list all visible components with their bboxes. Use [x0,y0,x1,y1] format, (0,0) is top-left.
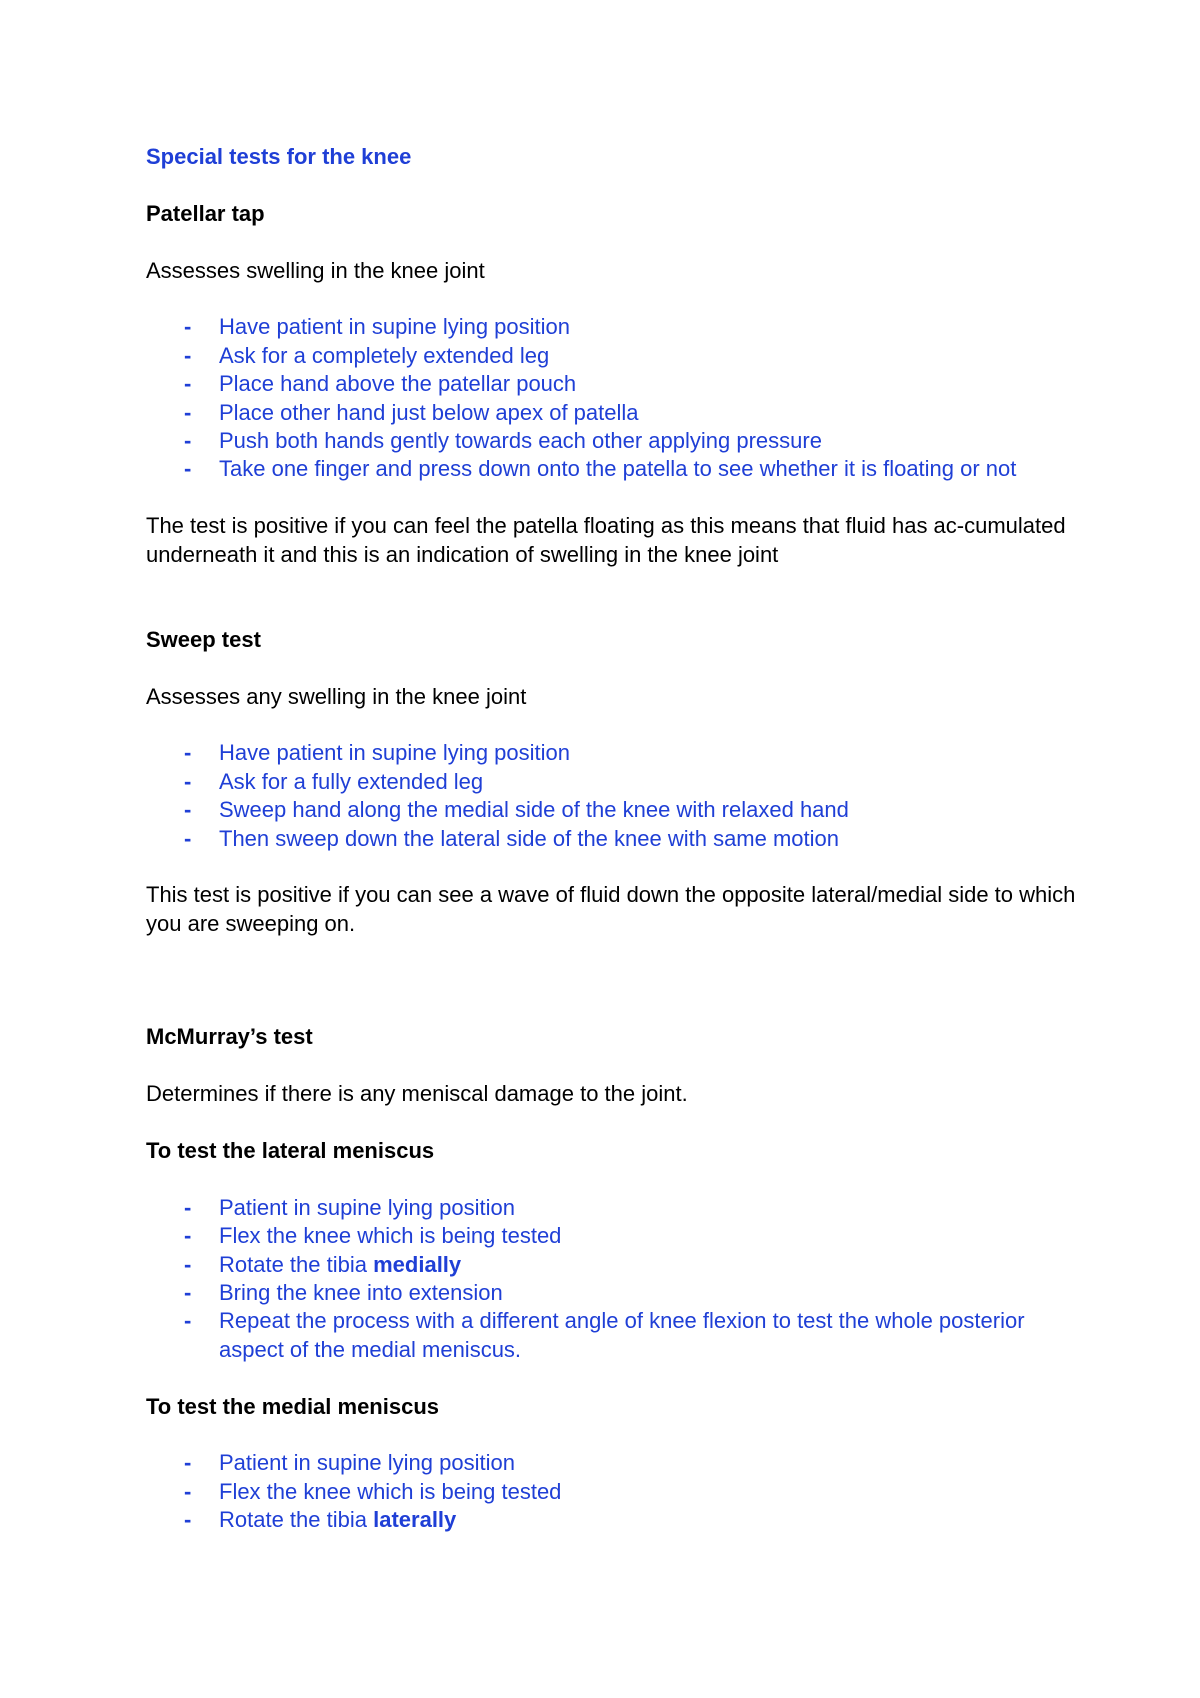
patellar-tap-heading: Patellar tap [146,200,265,226]
list-item: - Flex the knee which is being tested [146,1222,1076,1250]
bullet-dash: - [184,342,192,368]
list-item: - Flex the knee which is being tested [146,1478,1076,1506]
list-item: - Patient in supine lying position [146,1449,1076,1477]
emphasis-medially: medially [373,1251,462,1277]
mcmurray-heading: McMurray’s test [146,1024,313,1050]
sweep-test-heading: Sweep test [146,626,261,652]
bullet-dash: - [184,825,192,851]
medial-meniscus-steps [146,1449,1076,1534]
document-page [146,143,1076,1563]
list-item: - Then sweep down the lateral side of the knee with same motion [146,825,1076,853]
sweep-test-intro: Assesses any swelling in the knee joint [146,683,527,709]
list-item: - Have patient in supine lying position [146,313,1076,341]
bullet-dash: - [184,740,192,766]
emphasis-laterally: laterally [373,1507,457,1533]
document-title: Special tests for the knee [146,144,412,169]
bullet-dash: - [184,456,192,482]
list-item: - Sweep hand along the medial side of the knee with relaxed hand [146,796,1076,824]
list-item: - Have patient in supine lying position [146,739,1076,767]
spacer [146,597,1076,625]
bullet-dash: - [184,1280,192,1306]
bullet-dash: - [184,428,192,454]
bullet-dash: - [184,768,192,794]
list-item: - Rotate the tibia medially [146,1251,1076,1279]
bullet-dash: - [184,399,192,425]
mcmurray-intro: Determines if there is any meniscal damage to the joint. [146,1081,688,1107]
medial-meniscus-heading: To test the medial meniscus [146,1393,440,1419]
list-item: - Push both hands gently towards each other applying pressure [146,427,1076,455]
patellar-tap-steps [146,313,1076,483]
bullet-dash: - [184,1194,192,1220]
list-item: - Repeat the process with a different angle of knee flexion to test the whole posterior aspect of the medial meniscus. [184,1308,1025,1362]
list-item: - Bring the knee into extension [146,1279,1076,1307]
sweep-test-steps [146,739,1076,853]
list-item: - Take one finger and press down onto the patella to see whether it is floating or not [146,455,1076,483]
bullet-dash: - [184,371,192,397]
bullet-dash: - [184,797,192,823]
patellar-tap-intro: Assesses swelling in the knee joint [146,257,485,283]
bullet-dash: - [184,1507,192,1533]
bullet-dash: - [184,1251,192,1277]
list-item: - Place hand above the patellar pouch [146,370,1076,398]
lateral-meniscus-heading: To test the lateral meniscus [146,1138,435,1164]
list-item: - Rotate the tibia laterally [146,1506,1076,1534]
list-item: - Patient in supine lying position [146,1194,1076,1222]
list-item: - Ask for a completely extended leg [146,342,1076,370]
bullet-dash: - [184,1223,192,1249]
sweep-test-conclusion: This test is positive if you can see a wave of fluid down the opposite lateral/medial side to which you are sweeping on. [146,882,1076,936]
bullet-dash: - [184,1478,192,1504]
list-item: - Place other hand just below apex of patella [146,399,1076,427]
list-item: - Ask for a fully extended leg [146,768,1076,796]
bullet-dash: - [184,1450,192,1476]
lateral-meniscus-steps [146,1194,1076,1364]
bullet-dash: - [184,314,192,340]
spacer [146,967,1076,1024]
patellar-tap-conclusion: The test is positive if you can feel the patella floating as this means that fluid has ac-cumulated underneath it and this is an indication of swelling in the knee joint [146,513,1066,567]
bullet-dash: - [184,1308,192,1334]
